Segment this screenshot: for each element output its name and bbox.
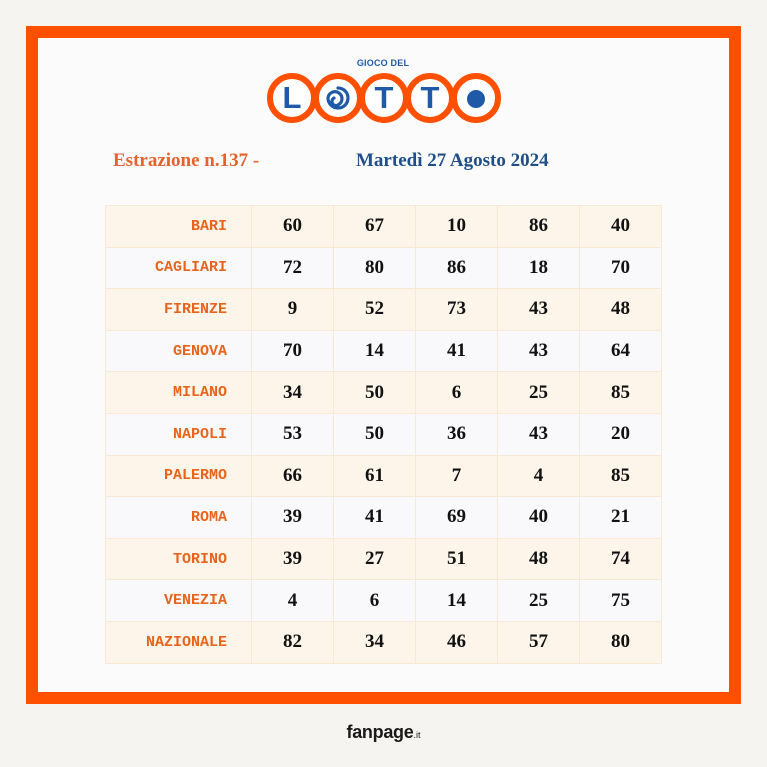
drawn-number: 50: [334, 413, 416, 455]
table-row: [106, 289, 662, 331]
drawn-number: 4: [498, 455, 580, 497]
drawn-number: 6: [416, 372, 498, 414]
drawn-number: 41: [416, 330, 498, 372]
drawn-number: 39: [252, 497, 334, 539]
drawn-number: 72: [252, 247, 334, 289]
drawn-number: 43: [498, 330, 580, 372]
wheel-name: BARI: [106, 206, 252, 248]
logo-letter-t1: T: [359, 73, 409, 123]
wheel-name: VENEZIA: [106, 580, 252, 622]
logo-balls: [267, 73, 499, 127]
drawn-number: 14: [334, 330, 416, 372]
drawn-number: 36: [416, 413, 498, 455]
drawn-number: 43: [498, 289, 580, 331]
table-row: [106, 206, 662, 248]
drawn-number: 60: [252, 206, 334, 248]
drawn-number: 66: [252, 455, 334, 497]
drawn-number: 50: [334, 372, 416, 414]
drawn-number: 40: [498, 497, 580, 539]
drawn-number: 80: [334, 247, 416, 289]
drawn-number: 39: [252, 538, 334, 580]
drawn-number: 40: [580, 206, 662, 248]
drawn-number: 86: [498, 206, 580, 248]
drawn-number: 75: [580, 580, 662, 622]
brand-name: fanpage: [346, 722, 414, 742]
drawn-number: 25: [498, 372, 580, 414]
drawn-number: 70: [580, 247, 662, 289]
wheel-name: NAPOLI: [106, 413, 252, 455]
logo-letter-o-dot: [451, 73, 501, 123]
drawn-number: 9: [252, 289, 334, 331]
drawn-number: 46: [416, 621, 498, 663]
drawn-number: 6: [334, 580, 416, 622]
wheel-name: FIRENZE: [106, 289, 252, 331]
drawn-number: 61: [334, 455, 416, 497]
drawn-number: 85: [580, 455, 662, 497]
wheel-name: ROMA: [106, 497, 252, 539]
logo-letter-t2: T: [405, 73, 455, 123]
logo-caption: GIOCO DEL: [356, 58, 410, 68]
table-row: [106, 413, 662, 455]
table-row: [106, 330, 662, 372]
table-row: [106, 580, 662, 622]
table-row: [106, 538, 662, 580]
drawn-number: 43: [498, 413, 580, 455]
wheel-name: PALERMO: [106, 455, 252, 497]
drawn-number: 52: [334, 289, 416, 331]
draw-date: Martedì 27 Agosto 2024: [356, 150, 549, 171]
drawn-number: 69: [416, 497, 498, 539]
drawn-number: 80: [580, 621, 662, 663]
swirl-icon: [324, 84, 352, 112]
drawn-number: 86: [416, 247, 498, 289]
drawn-number: 48: [580, 289, 662, 331]
drawn-number: 10: [416, 206, 498, 248]
drawn-number: 34: [252, 372, 334, 414]
wheel-name: CAGLIARI: [106, 247, 252, 289]
draw-number: Estrazione n.137 -: [113, 150, 260, 171]
drawn-number: 4: [252, 580, 334, 622]
drawn-number: 21: [580, 497, 662, 539]
lotto-logo: [265, 58, 501, 130]
drawn-number: 82: [252, 621, 334, 663]
drawn-number: 25: [498, 580, 580, 622]
brand-tld: .it: [413, 730, 421, 740]
drawn-number: 57: [498, 621, 580, 663]
wheel-name: TORINO: [106, 538, 252, 580]
drawn-number: 41: [334, 497, 416, 539]
table-row: [106, 497, 662, 539]
drawn-number: 34: [334, 621, 416, 663]
drawn-number: 48: [498, 538, 580, 580]
drawn-number: 27: [334, 538, 416, 580]
drawn-number: 74: [580, 538, 662, 580]
drawn-number: 85: [580, 372, 662, 414]
drawn-number: 53: [252, 413, 334, 455]
drawn-number: 70: [252, 330, 334, 372]
dot-icon: [467, 90, 485, 108]
wheel-name: NAZIONALE: [106, 621, 252, 663]
table-row: [106, 455, 662, 497]
drawn-number: 20: [580, 413, 662, 455]
table-row: [106, 621, 662, 663]
table-row: [106, 247, 662, 289]
drawn-number: 73: [416, 289, 498, 331]
results-table: [105, 205, 662, 664]
footer-brand: [0, 722, 767, 743]
table-row: [106, 372, 662, 414]
drawn-number: 51: [416, 538, 498, 580]
drawn-number: 14: [416, 580, 498, 622]
wheel-name: GENOVA: [106, 330, 252, 372]
drawn-number: 7: [416, 455, 498, 497]
drawn-number: 67: [334, 206, 416, 248]
wheel-name: MILANO: [106, 372, 252, 414]
drawn-number: 64: [580, 330, 662, 372]
logo-letter-o: [313, 73, 363, 123]
logo-letter-l: L: [267, 73, 317, 123]
drawn-number: 18: [498, 247, 580, 289]
